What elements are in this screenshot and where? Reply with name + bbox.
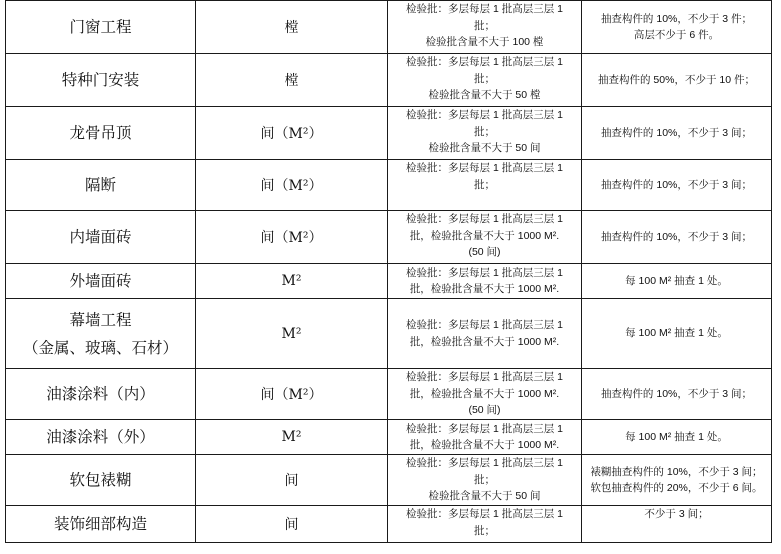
sampling-cell	[582, 420, 772, 455]
unit-cell: 间	[196, 455, 388, 506]
inspection-lot-line: 检验批含量不大于 50 樘	[428, 89, 541, 101]
sampling-cell	[582, 369, 772, 420]
unit-cell: 樘	[196, 1, 388, 54]
item-name-cell	[6, 455, 196, 506]
inspection-lot-line: 检验批：多层每层 1 批高层三层 1	[406, 319, 563, 331]
inspection-lot-table	[5, 0, 772, 543]
item-name-line: 龙骨吊顶	[69, 124, 132, 142]
inspection-lot-cell	[388, 54, 582, 107]
table-body	[6, 1, 772, 543]
unit-cell: 樘	[196, 54, 388, 107]
inspection-lot-line: 检验批：多层每层 1 批高层三层 1	[406, 422, 563, 435]
inspection-lot-line: 批，检验批含量不大于 1000 M².	[409, 229, 560, 242]
table-row	[6, 211, 772, 264]
inspection-lot-line: 检验批：多层每层 1 批高层三层 1	[406, 371, 563, 383]
inspection-lot-line: 批；	[474, 72, 495, 85]
item-name-line: （金属、玻璃、石材）	[22, 338, 178, 357]
sampling-line: 每 100 M² 抽查 1 处。	[625, 430, 728, 443]
unit-cell: 间（M²）	[196, 107, 388, 160]
item-name-line: 软包裱糊	[69, 471, 132, 489]
inspection-lot-line: 批；	[474, 19, 495, 32]
inspection-lot-cell	[388, 1, 582, 54]
inspection-lot-cell	[388, 264, 582, 299]
sampling-line: 裱糊抽查构件的 10%，不少于 3 间；	[590, 465, 763, 478]
inspection-lot-line: 批，检验批含量不大于 1000 M².	[409, 439, 560, 451]
inspection-lot-line: 检验批含量不大于 100 樘	[425, 36, 544, 48]
unit-cell: 间（M²）	[196, 160, 388, 211]
inspection-lot-cell	[388, 369, 582, 420]
sampling-line: 抽查构件的 10%，不少于 3 间；	[600, 126, 753, 139]
item-name-line: 幕墙工程	[69, 310, 132, 329]
inspection-lot-line: 批，检验批含量不大于 1000 M².	[409, 283, 560, 295]
inspection-lot-line: 检验批含量不大于 50 间	[428, 142, 541, 154]
item-name-cell	[6, 264, 196, 299]
inspection-lot-line: 批；	[474, 473, 495, 486]
sampling-cell	[582, 211, 772, 264]
table-row	[6, 160, 772, 211]
sampling-cell	[582, 455, 772, 506]
sampling-line: 软包抽查构件的 20%，不少于 6 间。	[590, 482, 763, 494]
inspection-lot-line: (50 间)	[468, 246, 501, 258]
table-row	[6, 299, 772, 369]
inspection-lot-line: 批；	[474, 524, 495, 537]
table-row	[6, 506, 772, 543]
sampling-line: 高层不少于 6 件。	[633, 29, 720, 41]
unit-cell: M²	[196, 420, 388, 455]
inspection-lot-cell	[388, 211, 582, 264]
item-name-line: 装饰细部构造	[53, 515, 147, 533]
inspection-lot-line: 检验批：多层每层 1 批高层三层 1	[406, 56, 563, 68]
item-name-line: 油漆涂料（外）	[46, 428, 155, 446]
item-name-cell	[6, 506, 196, 543]
inspection-lot-line: 批，检验批含量不大于 1000 M².	[409, 387, 560, 400]
item-name-cell	[6, 1, 196, 54]
sampling-line: 抽查构件的 50%，不少于 10 件；	[598, 73, 755, 86]
sampling-cell	[582, 107, 772, 160]
sampling-line: 抽查构件的 10%，不少于 3 间；	[600, 178, 753, 191]
sampling-cell	[582, 299, 772, 369]
inspection-lot-line: 批；	[474, 178, 495, 191]
inspection-lot-line: 检验批：多层每层 1 批高层三层 1	[406, 457, 563, 469]
item-name-cell	[6, 211, 196, 264]
sampling-line: 抽查构件的 10%，不少于 3 间；	[600, 230, 753, 243]
table-row	[6, 420, 772, 455]
inspection-lot-cell	[388, 107, 582, 160]
item-name-cell	[6, 160, 196, 211]
inspection-lot-line: 批，检验批含量不大于 1000 M².	[409, 335, 560, 348]
unit-cell: 间	[196, 506, 388, 543]
item-name-line: 油漆涂料（内）	[46, 385, 155, 403]
item-name-line: 内墙面砖	[69, 228, 132, 246]
inspection-lot-cell	[388, 160, 582, 211]
item-name-line: 外墙面砖	[69, 272, 132, 290]
inspection-lot-line: 检验批：多层每层 1 批高层三层 1	[406, 508, 563, 520]
sampling-cell	[582, 264, 772, 299]
table-row	[6, 1, 772, 54]
inspection-lot-line: 检验批：多层每层 1 批高层三层 1	[406, 266, 563, 279]
sampling-cell	[582, 1, 772, 54]
item-name-line: 隔断	[84, 176, 116, 194]
inspection-lot-line: 检验批：多层每层 1 批高层三层 1	[406, 109, 563, 121]
unit-cell: 间（M²）	[196, 211, 388, 264]
unit-cell: M²	[196, 299, 388, 369]
item-name-cell	[6, 107, 196, 160]
table-row	[6, 54, 772, 107]
table-row	[6, 107, 772, 160]
inspection-lot-line: 检验批：多层每层 1 批高层三层 1	[406, 162, 563, 174]
sampling-line: 每 100 M² 抽查 1 处。	[625, 327, 728, 340]
item-name-cell	[6, 54, 196, 107]
sampling-cell	[582, 506, 772, 543]
inspection-lot-line: (50 间)	[468, 404, 501, 416]
sampling-line: 不少于 3 间；	[644, 508, 709, 520]
table-row	[6, 264, 772, 299]
inspection-lot-cell	[388, 420, 582, 455]
sampling-line: 抽查构件的 10%，不少于 3 件；	[600, 12, 753, 25]
sampling-cell	[582, 160, 772, 211]
sampling-cell	[582, 54, 772, 107]
item-name-cell	[6, 369, 196, 420]
sampling-line: 每 100 M² 抽查 1 处。	[625, 274, 728, 287]
sampling-line: 抽查构件的 10%，不少于 3 间；	[600, 387, 753, 400]
inspection-lot-cell	[388, 455, 582, 506]
table-row	[6, 369, 772, 420]
item-name-line: 门窗工程	[69, 18, 132, 36]
inspection-lot-cell	[388, 299, 582, 369]
item-name-cell	[6, 299, 196, 369]
unit-cell: M²	[196, 264, 388, 299]
item-name-cell	[6, 420, 196, 455]
inspection-lot-cell	[388, 506, 582, 543]
inspection-lot-line: 检验批：多层每层 1 批高层三层 1	[406, 3, 563, 15]
table-row	[6, 455, 772, 506]
item-name-line: 特种门安装	[61, 71, 140, 89]
inspection-lot-line: 批；	[474, 125, 495, 138]
inspection-lot-line: 检验批：多层每层 1 批高层三层 1	[406, 213, 563, 225]
inspection-lot-line: 检验批含量不大于 50 间	[428, 490, 541, 502]
unit-cell: 间（M²）	[196, 369, 388, 420]
